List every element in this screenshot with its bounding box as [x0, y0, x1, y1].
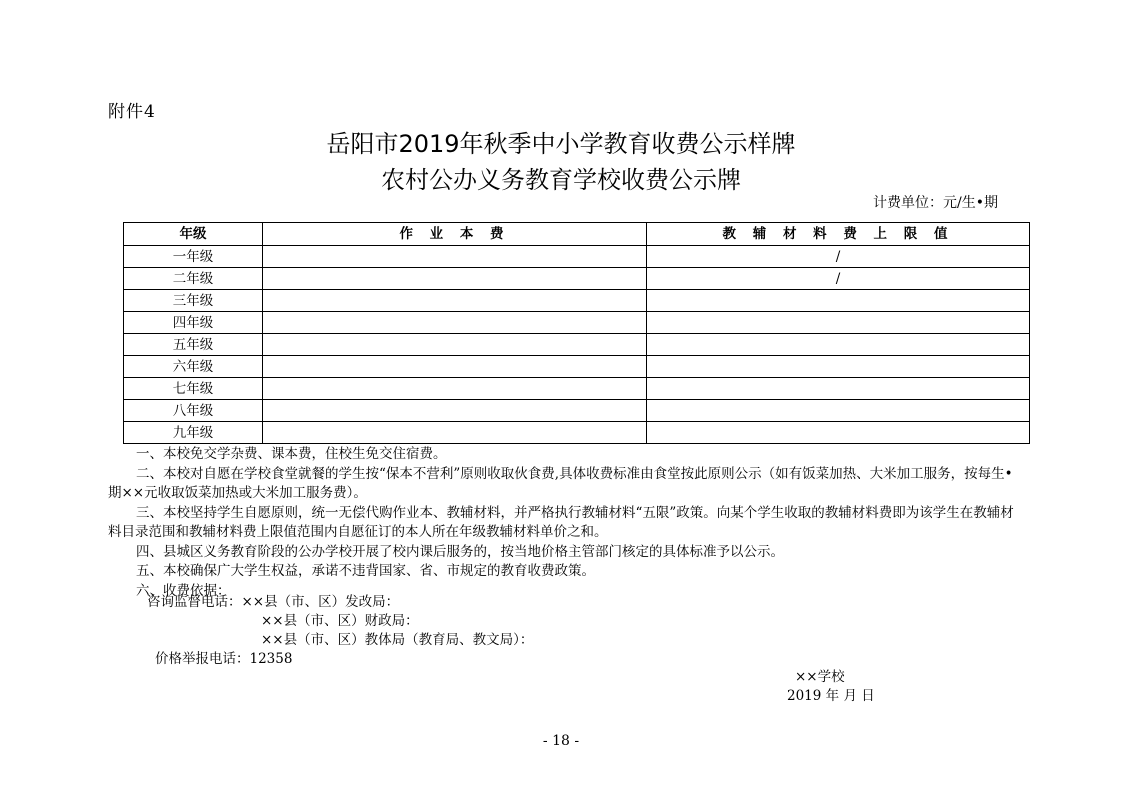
- material-cap-cell: /: [647, 268, 1030, 290]
- grade-cell: 七年级: [124, 378, 263, 400]
- header-grade: 年级: [124, 223, 263, 246]
- school-name: ××学校: [795, 669, 845, 685]
- table-row: [124, 356, 1030, 378]
- table-row: [124, 334, 1030, 356]
- note-item: 五、本校确保广大学生权益，承诺不违背国家、省、市规定的教育收费政策。: [136, 563, 595, 579]
- header-teaching-material-cap: 教 辅 材 料 费 上 限 值: [647, 223, 1030, 246]
- grade-cell: 一年级: [124, 246, 263, 268]
- note-item: 三、本校坚持学生自愿原则，统一无偿代购作业本、教辅材料，并严格执行教辅材料“五限”政策。向某个学生收取的教辅材料费即为该学生在教辅材料目录范围和教辅材料费上限值范围内自愿征订的本人所在年级教辅材料单价之和。: [108, 504, 1014, 540]
- contact-section: [147, 593, 533, 669]
- workbook-fee-cell: [263, 378, 647, 400]
- header-workbook-fee: 作 业 本 费: [263, 223, 647, 246]
- document-title: 岳阳市2019年秋季中小学教育收费公示样牌: [326, 130, 796, 158]
- grade-cell: 五年级: [124, 334, 263, 356]
- table-header-row: [124, 223, 1030, 246]
- grade-cell: 三年级: [124, 290, 263, 312]
- grade-cell: 九年级: [124, 422, 263, 444]
- note-item: 四、县城区义务教育阶段的公办学校开展了校内课后服务的，按当地价格主管部门核定的具体标准予以公示。: [136, 543, 784, 560]
- table-row: [124, 290, 1030, 312]
- sign-date: 2019 年 月 日: [787, 688, 875, 704]
- attachment-label: 附件4: [108, 102, 156, 122]
- workbook-fee-cell: [263, 268, 647, 290]
- grade-cell: 二年级: [124, 268, 263, 290]
- supervise-phone-label: 咨询监督电话：: [147, 594, 242, 610]
- fee-table: [123, 222, 1030, 444]
- contact-line: ××县（市、区）教体局（教育局、教文局）：: [261, 632, 534, 648]
- price-report-phone: 价格举报电话：12358: [155, 651, 293, 667]
- table-row: [124, 400, 1030, 422]
- workbook-fee-cell: [263, 246, 647, 268]
- contact-line: ××县（市、区）财政局：: [261, 613, 419, 629]
- grade-cell: 八年级: [124, 400, 263, 422]
- material-cap-cell: [647, 334, 1030, 356]
- table-row: [124, 422, 1030, 444]
- note-item: 一、本校免交学杂费、课本费，住校生免交住宿费。: [136, 446, 447, 462]
- material-cap-cell: [647, 422, 1030, 444]
- notes-section: [108, 445, 1024, 601]
- material-cap-cell: /: [647, 246, 1030, 268]
- workbook-fee-cell: [263, 400, 647, 422]
- workbook-fee-cell: [263, 334, 647, 356]
- workbook-fee-cell: [263, 356, 647, 378]
- material-cap-cell: [647, 378, 1030, 400]
- material-cap-cell: [647, 356, 1030, 378]
- contact-row: [147, 593, 533, 612]
- workbook-fee-cell: [263, 290, 647, 312]
- material-cap-cell: [647, 312, 1030, 334]
- table-row: [124, 268, 1030, 290]
- workbook-fee-cell: [263, 422, 647, 444]
- workbook-fee-cell: [263, 312, 647, 334]
- page-number: - 18 -: [542, 733, 580, 749]
- grade-cell: 六年级: [124, 356, 263, 378]
- material-cap-cell: [647, 290, 1030, 312]
- billing-unit: 计费单位：元/生•期: [873, 195, 998, 211]
- material-cap-cell: [647, 400, 1030, 422]
- table-row: [124, 246, 1030, 268]
- grade-cell: 四年级: [124, 312, 263, 334]
- table-row: [124, 378, 1030, 400]
- signature-block: [787, 668, 875, 706]
- note-item: 二、本校对自愿在学校食堂就餐的学生按“保本不营利”原则收取伙食费,具体收费标准由食堂按此原则公示（如有饭菜加热、大米加工服务，按每生•期××元收取饭菜加热或大米加工服务费）。: [108, 465, 1013, 501]
- note-item: 六、收费依据：: [136, 582, 231, 599]
- contact-line: ××县（市、区）发改局：: [241, 594, 400, 610]
- table-row: [124, 312, 1030, 334]
- document-subtitle: 农村公办义务教育学校收费公示牌: [381, 166, 741, 194]
